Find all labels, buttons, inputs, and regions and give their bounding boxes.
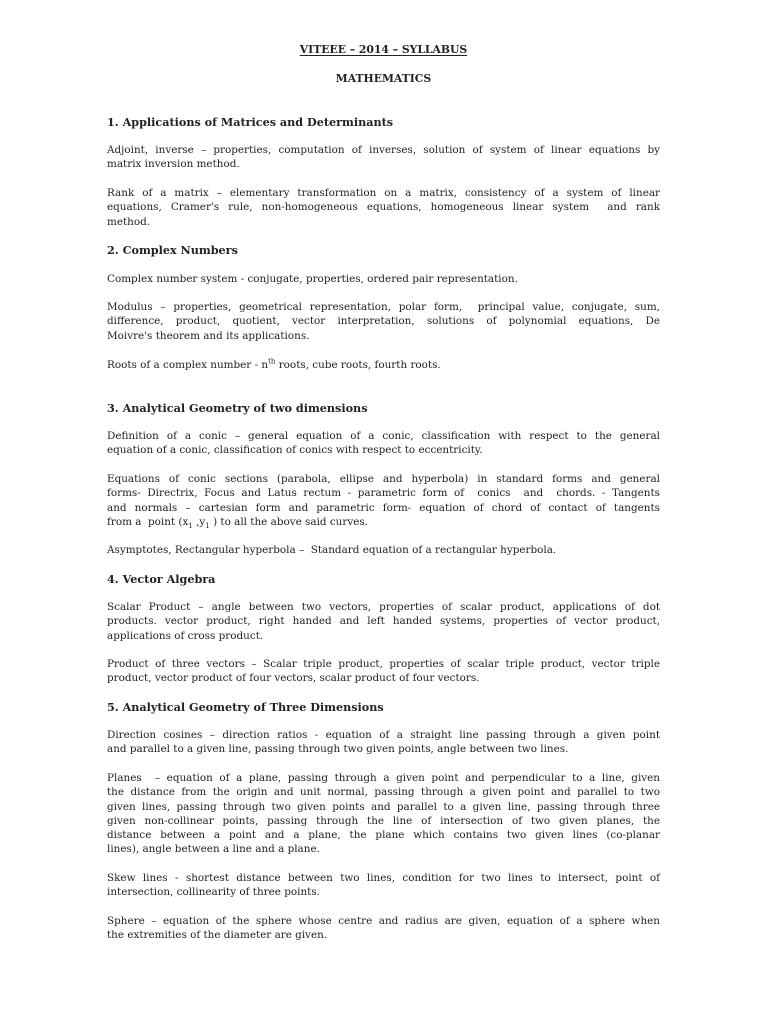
paragraph — [107, 300, 660, 343]
text-line: given non-collinear points, passing through the line of intersection of two given planes, the — [107, 814, 660, 827]
text-line: and normals – cartesian form and parametric form- equation of chord of contact of tangents — [107, 501, 660, 514]
text-line: Definition of a conic – general equation of a conic, classification with respect to the general — [107, 430, 660, 442]
section-heading: 3. Analytical Geometry of two dimensions — [107, 401, 368, 415]
text-line: Planes – equation of a plane, passing through a given point and perpendicular to a line, given — [107, 772, 660, 784]
text-line: Modulus – properties, geometrical representation, polar form, principal value, conjugate, sum, — [107, 301, 660, 313]
text-line: and parallel to a given line, passing through two given points, angle between two lines. — [107, 743, 569, 756]
text-line: the distance from the origin and unit normal, passing through a given point and parallel to two — [107, 786, 660, 799]
text-line: distance between a point and a plane, the plane which contains two given lines (co-planar — [107, 829, 660, 842]
paragraph — [107, 472, 660, 529]
text-line: Skew lines - shortest distance between two lines, condition for two lines to intersect, point of — [107, 872, 660, 884]
text-line: Moivre's theorem and its applications. — [107, 329, 310, 342]
section-heading: 5. Analytical Geometry of Three Dimensions — [107, 700, 384, 714]
paragraph — [107, 657, 660, 686]
paragraph — [107, 429, 660, 458]
text-line: intersection, collinearity of three points. — [107, 886, 320, 899]
text-line: the extremities of the diameter are given. — [107, 929, 328, 942]
paragraph — [107, 272, 660, 286]
text-line: applications of cross product. — [107, 629, 264, 642]
text-line: lines), angle between a line and a plane. — [107, 843, 320, 856]
text-line: Direction cosines – direction ratios - equation of a straight line passing through a given point — [107, 729, 660, 741]
document-title: VITEEE – 2014 – SYLLABUS — [299, 43, 468, 56]
text-line: Product of three vectors – Scalar triple product, properties of scalar triple product, vector triple — [107, 658, 660, 670]
paragraph — [107, 358, 660, 372]
text-line: Complex number system - conjugate, properties, ordered pair representation. — [107, 273, 518, 285]
text-line: equation of a conic, classification of conics with respect to eccentricity. — [107, 444, 483, 457]
paragraph — [107, 143, 660, 172]
text-line: given lines, passing through two given points and parallel to a given line, passing through three — [107, 800, 660, 813]
text-line: method. — [107, 215, 151, 228]
text-line: products. vector product, right handed and left handed systems, properties of vector product, — [107, 615, 660, 628]
text-line: Roots of a complex number - $n^{th}$ roots, cube roots, fourth roots. — [107, 357, 441, 371]
section-heading: 1. Applications of Matrices and Determinants — [107, 115, 394, 129]
text-line: Scalar Product – angle between two vectors, properties of scalar product, applications of dot — [107, 601, 660, 613]
text-line: Rank of a matrix – elementary transformation on a matrix, consistency of a system of linear — [107, 187, 660, 199]
text-line: Asymptotes, Rectangular hyperbola – Standard equation of a rectangular hyperbola. — [107, 544, 557, 556]
section-heading: 2. Complex Numbers — [107, 243, 238, 257]
document-subtitle: MATHEMATICS — [335, 72, 432, 85]
text-line: equations, Cramer's rule, non-homogeneous equations, homogeneous linear system and rank — [107, 201, 660, 214]
text-line: Equations of conic sections (parabola, ellipse and hyperbola) in standard forms and general — [107, 473, 660, 485]
text-line: from a point ($x_1$ $,y_1$ ) to all the above said curves. — [107, 515, 368, 530]
text-line: difference, product, quotient, vector interpretation, solutions of polynomial equations, De — [107, 315, 660, 328]
text-line: matrix inversion method. — [107, 158, 240, 171]
text-line: product, vector product of four vectors, scalar product of four vectors. — [107, 672, 480, 685]
text-line: Adjoint, inverse – properties, computation of inverses, solution of system of linear equations by — [107, 144, 660, 156]
paragraph — [107, 543, 660, 557]
paragraph — [107, 914, 660, 943]
paragraph — [107, 771, 660, 857]
section-heading: 4. Vector Algebra — [107, 572, 216, 586]
paragraph — [107, 186, 660, 229]
paragraph — [107, 871, 660, 900]
text-line: Sphere – equation of the sphere whose centre and radius are given, equation of a sphere when — [107, 915, 660, 927]
text-line: forms- Directrix, Focus and Latus rectum - parametric form of conics and chords. - Tangents — [107, 487, 660, 500]
paragraph — [107, 728, 660, 757]
paragraph — [107, 600, 660, 643]
